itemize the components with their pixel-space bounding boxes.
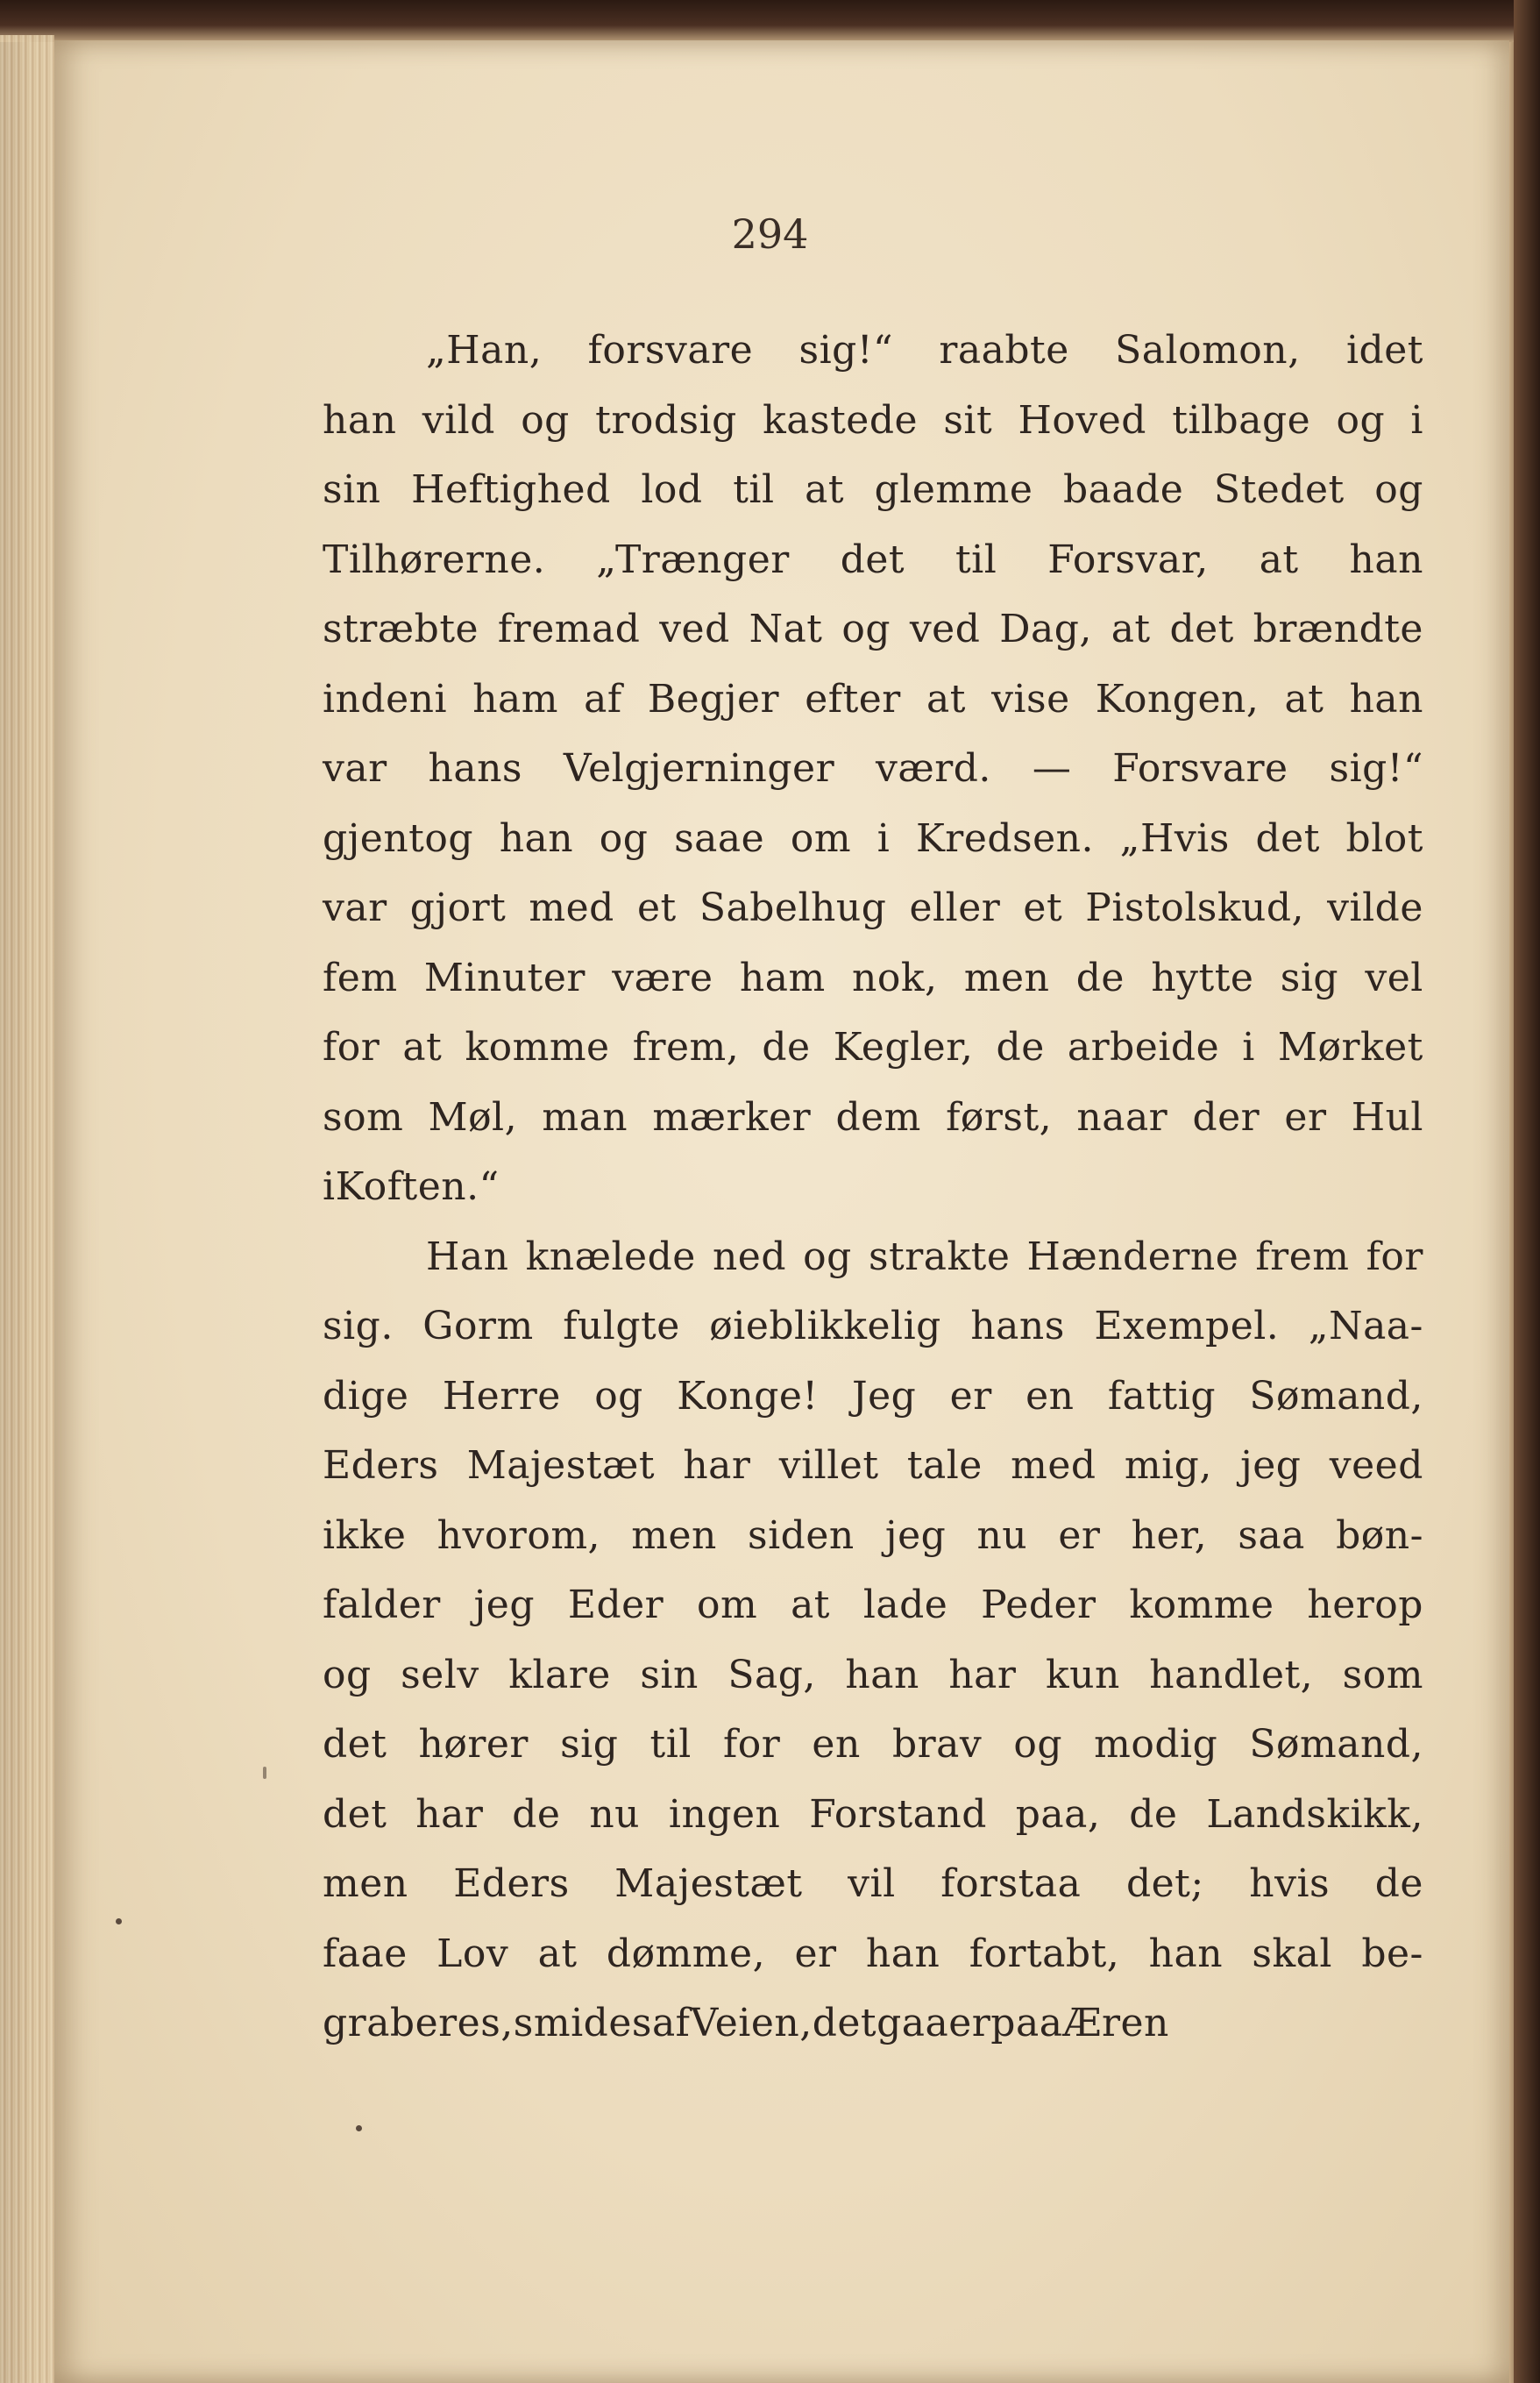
text-line: gjentog han og saae om i Kredsen. „Hvis det blot bbox=[323, 815, 1423, 861]
page-mark bbox=[263, 1767, 266, 1779]
text-line: det har de nu ingen Forstand paa, de Landskikk, bbox=[323, 1791, 1423, 1837]
body-text bbox=[323, 316, 1423, 2059]
text-line: dige Herre og Konge! Jeg er en fattig Sømand, bbox=[323, 1373, 1423, 1419]
text-line: Tilhørerne. „Trænger det til Forsvar, at han bbox=[323, 537, 1423, 582]
text-line: stræbte fremad ved Nat og ved Dag, at det brændte bbox=[323, 607, 1423, 651]
text-line: i Koften.“ bbox=[323, 1164, 500, 1209]
text-line: sin Heftighed lod til at glemme baade Stedet og bbox=[323, 467, 1423, 512]
text-line: indeni ham af Begjer efter at vise Kongen, at han bbox=[323, 676, 1423, 722]
text-line: Eders Majestæt har villet tale med mig, jeg veed bbox=[323, 1443, 1423, 1488]
text-line: „Han, forsvare sig!“ raabte Salomon, idet bbox=[426, 328, 1423, 373]
book-cover-right-edge bbox=[1514, 0, 1540, 2383]
text-line: han vild og trodsig kastede sit Hoved tilbage og i bbox=[323, 397, 1423, 443]
text-line: sig. Gorm fulgte øieblikkelig hans Exempel. „Naa- bbox=[323, 1304, 1423, 1348]
page-speck bbox=[356, 2125, 362, 2131]
text-line: faae Lov at dømme, er han fortabt, han skal be- bbox=[323, 1931, 1423, 1976]
page-stack-edges bbox=[0, 35, 54, 2383]
page-number: 294 bbox=[731, 210, 809, 258]
text-line: fem Minuter være ham nok, men de hytte sig vel bbox=[323, 955, 1423, 1000]
page-speck bbox=[116, 1918, 122, 1924]
text-line: for at komme frem, de Kegler, de arbeide i Mørket bbox=[323, 1025, 1423, 1070]
text-line: Han knælede ned og strakte Hænderne frem for bbox=[426, 1234, 1423, 1279]
text-line: som Møl, man mærker dem først, naar der er Hul bbox=[323, 1094, 1423, 1140]
text-line: var hans Velgjerninger værd. — Forsvare sig!“ bbox=[323, 746, 1423, 791]
text-line: var gjort med et Sabelhug eller et Pistolskud, vilde bbox=[323, 886, 1423, 930]
text-line: og selv klare sin Sag, han har kun handlet, som bbox=[323, 1652, 1423, 1697]
text-line: ikke hvorom, men siden jeg nu er her, saa bøn- bbox=[323, 1512, 1423, 1558]
text-line: falder jeg Eder om at lade Peder komme herop bbox=[323, 1583, 1423, 1627]
text-line: graberes, smides af Veien, det gaaer paa Æren bbox=[323, 2001, 1169, 2045]
text-line: det hører sig til for en brav og modig Sømand, bbox=[323, 1722, 1423, 1767]
book-cover-top-edge bbox=[0, 0, 1540, 42]
text-line: men Eders Majestæt vil forstaa det; hvis de bbox=[323, 1861, 1423, 1906]
